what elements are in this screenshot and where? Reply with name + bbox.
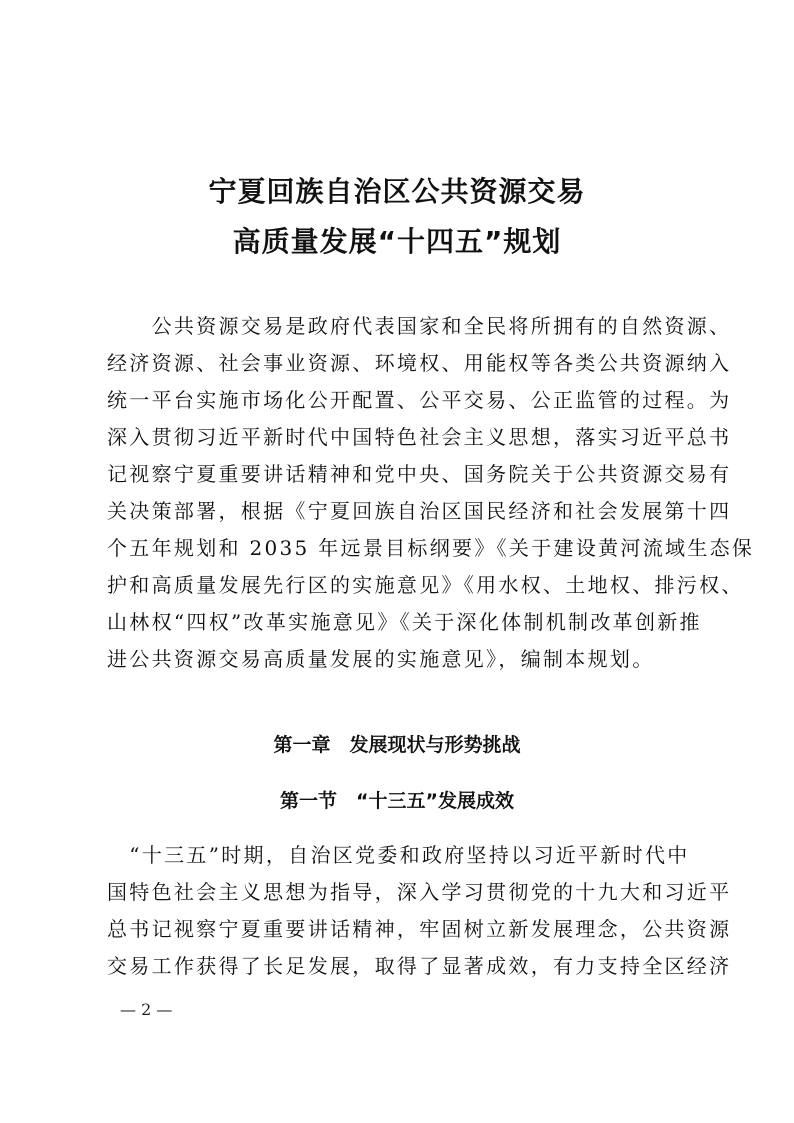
paragraph-line: “十三五”时期，自治区党委和政府坚持以习近平新时代中 xyxy=(107,843,690,867)
chapter-heading: 第一章 发展现状与形势挑战 xyxy=(273,734,521,756)
document-title-line-2: 高质量发展“十四五”规划 xyxy=(232,225,562,258)
paragraph-line: 山林权“四权”改革实施意见》《关于深化体制机制改革创新推 xyxy=(107,610,702,634)
paragraph-line: 记视察宁夏重要讲话精神和党中央、国务院关于公共资源交易有 xyxy=(107,462,732,486)
paragraph-line: 公共资源交易是政府代表国家和全民将所拥有的自然资源、 xyxy=(107,314,732,338)
paragraph-line: 关决策部署，根据《宁夏回族自治区国民经济和社会发展第十四 xyxy=(107,499,732,523)
paragraph-line: 进公共资源交易高质量发展的实施意见》，编制本规划。 xyxy=(107,647,655,671)
page-number: — 2 — xyxy=(120,1000,173,1019)
document-title-line-1: 宁夏回族自治区公共资源交易 xyxy=(208,175,586,208)
paragraph-line: 国特色社会主义思想为指导，深入学习贯彻党的十九大和习近平 xyxy=(107,880,732,904)
paragraph-line: 深入贯彻习近平新时代中国特色社会主义思想，落实习近平总书 xyxy=(107,425,732,449)
paragraph-line: 护和高质量发展先行区的实施意见》《用水权、土地权、排污权、 xyxy=(107,573,744,597)
paragraph-line: 个五年规划和 2035 年远景目标纲要》《关于建设黄河流域生态保 xyxy=(107,536,755,560)
paragraph-line: 经济资源、社会事业资源、环境权、用能权等各类公共资源纳入 xyxy=(107,351,732,375)
paragraph-line: 统一平台实施市场化公开配置、公平交易、公正监管的过程。为 xyxy=(107,388,732,412)
paragraph-line: 交易工作获得了长足发展，取得了显著成效，有力支持全区经济 xyxy=(107,954,732,978)
paragraph-line: 总书记视察宁夏重要讲话精神，牢固树立新发展理念，公共资源 xyxy=(107,917,732,941)
section-heading: 第一节 “十三五”发展成效 xyxy=(280,790,514,812)
